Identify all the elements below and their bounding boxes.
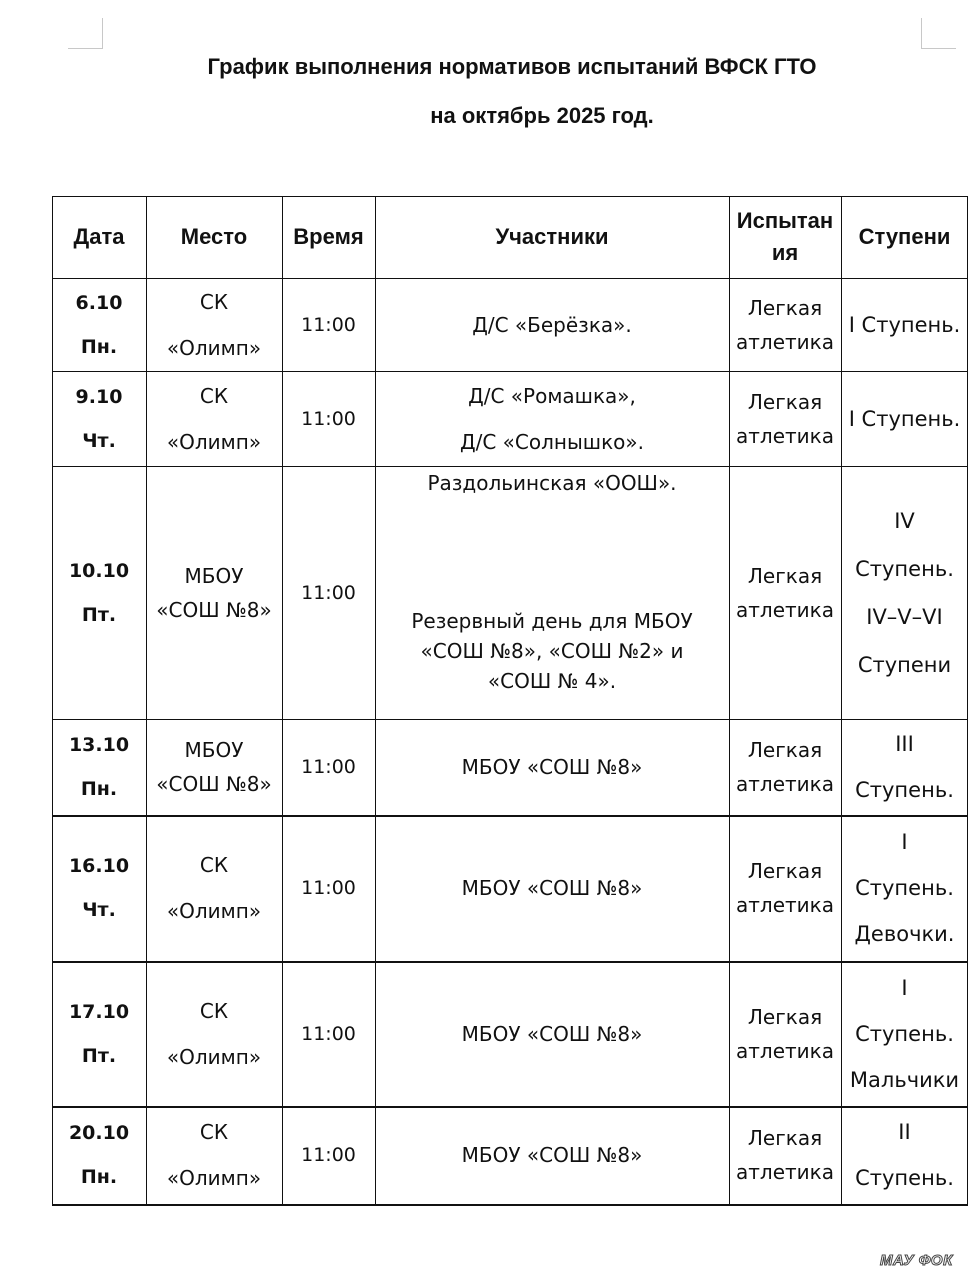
row-time: 11:00 (301, 877, 356, 899)
header-date: Дата (73, 224, 125, 249)
page-corner-mark-left (68, 18, 103, 49)
row-participants: Д/С «Берёзка». (472, 312, 632, 337)
row-place: СК «Олимп» (166, 853, 262, 923)
row-steps: IV Ступень. IV–V–VI Ступени (855, 508, 954, 677)
row-place: СК «Олимп» (166, 289, 262, 360)
page-corner-mark-right (921, 18, 956, 49)
table-header-row (52, 196, 968, 278)
row-place: СК «Олимп» (166, 383, 262, 454)
row-test: Легкая атлетика (736, 563, 834, 622)
row-place: МБОУ «СОШ №8» (156, 563, 272, 622)
row-steps: I Ступень. Мальчики (849, 975, 960, 1092)
row-test: Легкая атлетика (736, 859, 834, 917)
header-tests: Испытан ия (736, 208, 834, 265)
header-participants: Участники (495, 224, 609, 249)
header-time: Время (293, 224, 364, 249)
row-date: 6.10 Пн. (75, 291, 123, 358)
row-place: МБОУ «СОШ №8» (156, 738, 272, 796)
header-place: Место (180, 224, 248, 249)
row-participants: Раздольинская «ООШ». Резервный день для МБОУ «СОШ №8», «СОШ №2» и «СОШ № 4». (411, 471, 693, 693)
row-participants: Д/С «Ромашка», Д/С «Солнышко». (460, 383, 644, 454)
row-date: 16.10 Чт. (68, 855, 130, 921)
table-row (52, 961, 968, 1106)
row-participants: МБОУ «СОШ №8» (461, 876, 643, 900)
row-test: Легкая атлетика (736, 738, 834, 796)
row-steps: II Ступень. (855, 1120, 954, 1190)
row-time: 11:00 (301, 1022, 356, 1045)
row-steps: III Ступень. (855, 732, 954, 802)
table-row (52, 1106, 968, 1204)
table-row (52, 719, 968, 815)
row-date: 20.10 Пн. (68, 1122, 130, 1188)
header-steps: Ступени (858, 224, 951, 249)
table-row (52, 278, 968, 371)
row-place: СК «Олимп» (166, 1120, 262, 1190)
table-row (52, 815, 968, 961)
table-border-bottom (52, 1204, 968, 1206)
row-participants: МБОУ «СОШ №8» (461, 755, 643, 779)
table-row (52, 371, 968, 466)
table-row (52, 466, 968, 719)
row-steps: I Ступень. Девочки. (854, 830, 955, 946)
row-place: СК «Олимп» (166, 998, 262, 1069)
row-time: 11:00 (301, 1144, 356, 1166)
row-date: 9.10 Чт. (75, 385, 123, 452)
row-test: Легкая атлетика (736, 295, 834, 354)
row-test: Легкая атлетика (736, 389, 834, 448)
row-test: Легкая атлетика (736, 1004, 834, 1063)
row-participants: МБОУ «СОШ №8» (461, 1143, 643, 1167)
row-time: 11:00 (301, 313, 356, 336)
row-participants: МБОУ «СОШ №8» (461, 1021, 643, 1046)
row-date: 10.10 Пт. (68, 559, 130, 626)
row-time: 11:00 (301, 407, 356, 430)
row-date: 17.10 Пт. (68, 1000, 130, 1067)
watermark: МАУ ФОК (880, 1252, 953, 1269)
row-date: 13.10 Пн. (68, 734, 130, 800)
document-subtitle: на октябрь 2025 год. (430, 103, 654, 128)
row-time: 11:00 (301, 581, 356, 604)
row-steps: I Ступень. (848, 406, 961, 431)
row-steps: I Ступень. (848, 312, 961, 337)
schedule-table (52, 196, 968, 1206)
document-title: График выполнения нормативов испытаний ВФСК ГТО (207, 54, 817, 79)
row-test: Легкая атлетика (736, 1126, 834, 1184)
row-time: 11:00 (301, 756, 356, 778)
